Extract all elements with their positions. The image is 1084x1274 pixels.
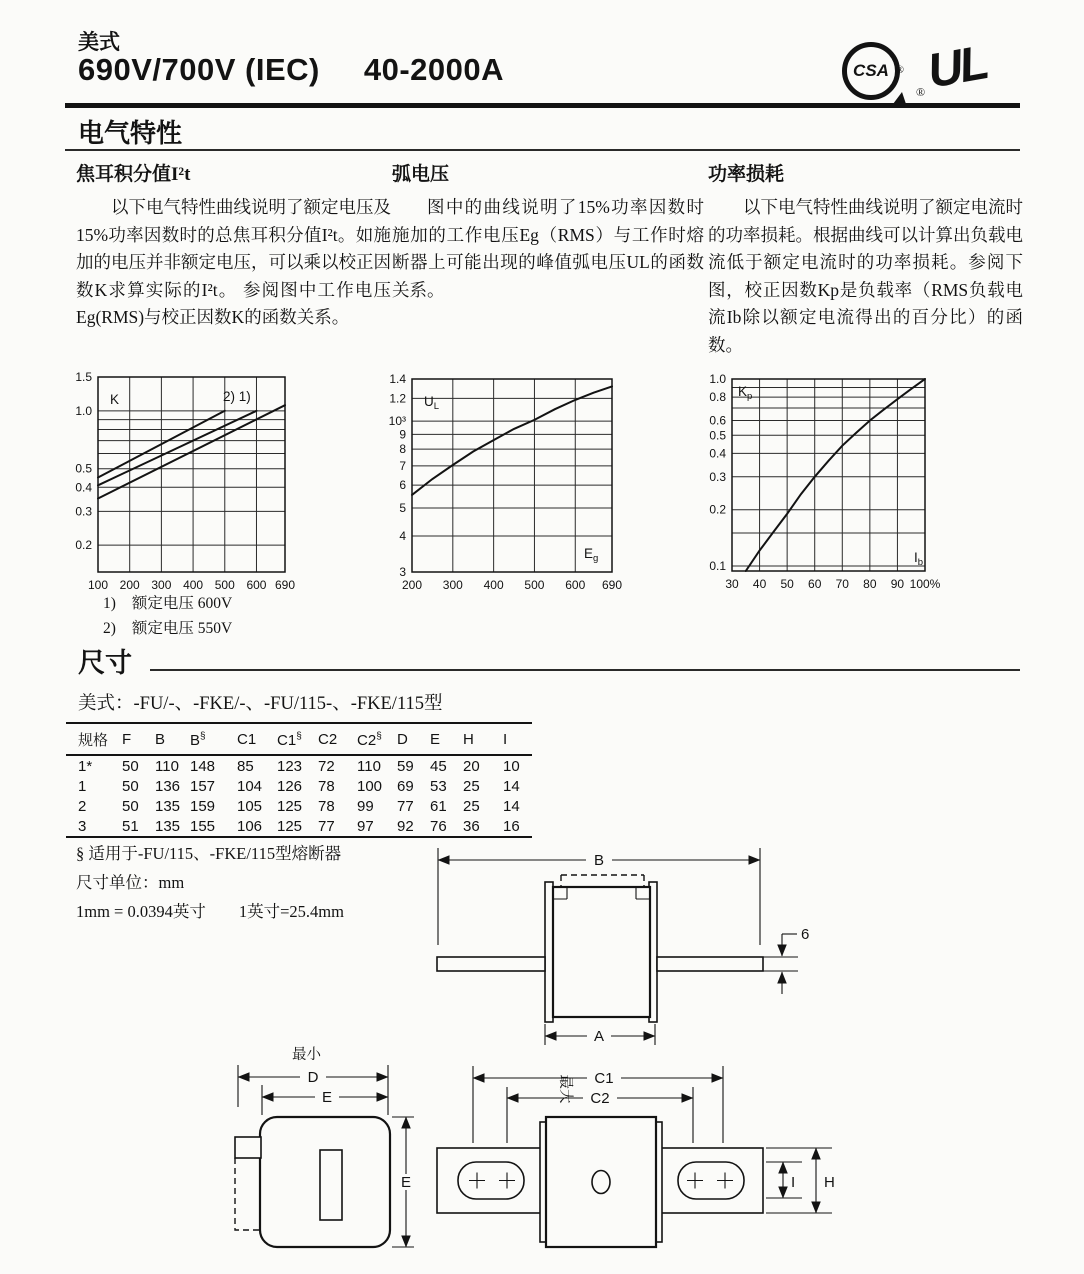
svg-text:200: 200: [119, 578, 140, 592]
footnote-1: 1) 额定电压 600V: [103, 595, 233, 612]
table-header-cell: E: [430, 723, 463, 755]
column-title: 焦耳积分值I²t: [76, 164, 191, 185]
svg-text:1.4: 1.4: [389, 372, 406, 386]
table-cell: 110: [155, 757, 179, 775]
svg-text:K: K: [110, 392, 120, 407]
svg-text:10³: 10³: [388, 414, 406, 429]
note-units: 尺寸单位：mm: [76, 873, 185, 892]
svg-text:5: 5: [399, 500, 406, 515]
table-row: [66, 776, 532, 796]
svg-text:Eg: $E_g$: [584, 546, 599, 564]
table-row: [66, 796, 532, 816]
dim-label-a: A: [593, 1028, 605, 1045]
column-title: 功率损耗: [708, 164, 785, 185]
svg-text:0.4: 0.4: [709, 446, 726, 461]
region-label: 美式: [78, 30, 120, 54]
table-cell: 92: [397, 817, 414, 835]
svg-text:50: 50: [780, 577, 794, 591]
dimension-table: [66, 722, 532, 838]
dim-label-e-side: E: [400, 1174, 412, 1191]
table-cell: 36: [463, 817, 480, 835]
column-body: 图中的曲线说明了15%功率因数时施加的工作电压Eg（RMS）与工作时熔断器上可能出现的峰值弧电压UL的函数关系。: [392, 197, 704, 300]
svg-text:80: 80: [863, 577, 877, 591]
svg-text:30: 30: [725, 577, 739, 591]
svg-text:Ib: $I_b$: [914, 550, 924, 568]
max-label: 最大: [557, 1074, 573, 1104]
dim-label-d: D: [307, 1069, 319, 1086]
svg-text:70: 70: [835, 577, 849, 591]
page-title: [78, 52, 504, 88]
column-body: 以下电气特性曲线说明了额定电流时的功率损耗。根据曲线可以计算出负载电流低于额定电流时的功率损耗。参阅下图，校正因数Kp是负载率（RMS负载电流Ib除以额定电流得出的百分比）的函数。: [708, 197, 1023, 355]
table-cell: 50: [122, 797, 139, 815]
table-cell: 76: [430, 817, 447, 835]
table-cell: 16: [503, 817, 520, 835]
svg-text:200: 200: [401, 578, 423, 592]
dim-label-6: 6: [801, 926, 810, 943]
table-header-cell: 规格: [66, 723, 122, 755]
svg-text:1.2: 1.2: [389, 391, 406, 406]
svg-text:500: 500: [214, 578, 235, 592]
dim-label-e-top: E: [321, 1089, 333, 1106]
table-header-cell: B: [155, 723, 190, 755]
table-cell: 45: [430, 757, 447, 775]
chart-footnotes: [103, 591, 232, 641]
table-cell: 20: [463, 757, 480, 775]
svg-text:400: 400: [483, 578, 504, 592]
svg-text:0.4: 0.4: [75, 480, 92, 495]
table-header-cell: C2: [318, 723, 357, 755]
drawing-end-view: [235, 1046, 415, 1247]
table-cell: 85: [237, 757, 254, 775]
table-row: [66, 755, 532, 776]
svg-text:0.3: 0.3: [75, 504, 92, 519]
table-cell: 155: [190, 817, 216, 835]
dimensions-rule: [150, 669, 1020, 671]
table-cell: 77: [397, 797, 414, 815]
table-header-cell: B§: [190, 723, 237, 755]
table-cell: 50: [122, 777, 139, 795]
table-cell: 110: [357, 757, 381, 775]
chart-correction-factor-k: [58, 366, 316, 598]
svg-text:9: 9: [399, 427, 406, 442]
note-conversion: 1mm = 0.0394英寸 1英寸=25.4mm: [76, 902, 344, 921]
table-header-cell: C1: [237, 723, 277, 755]
csa-text: CSA: [853, 61, 889, 80]
svg-text:0.1: 0.1: [709, 558, 726, 573]
section-heading-electrical: 电气特性: [78, 119, 183, 148]
title-amps: 40-2000A: [363, 52, 505, 87]
table-cell: 104: [237, 777, 263, 795]
svg-text:1.0: 1.0: [75, 403, 92, 418]
table-cell: 77: [318, 817, 335, 835]
svg-text:90: 90: [890, 577, 905, 591]
table-body: [66, 755, 532, 837]
csa-registered-mark: ®: [895, 64, 904, 76]
svg-text:1.5: 1.5: [75, 370, 92, 384]
svg-text:3: 3: [399, 565, 406, 579]
table-cell: 135: [155, 797, 181, 815]
note-applicability: § 适用于-FU/115、-FKE/115型熔断器: [76, 844, 342, 863]
table-cell: 123: [277, 757, 303, 775]
table-cell: 61: [430, 797, 447, 815]
table-header-cell: F: [122, 723, 155, 755]
table-cell: 2: [78, 797, 87, 815]
table-cell: 125: [277, 797, 303, 815]
svg-text:300: 300: [442, 578, 463, 592]
table-cell: 136: [155, 777, 181, 795]
svg-text:0.2: 0.2: [75, 538, 92, 553]
svg-text:40: 40: [752, 577, 767, 591]
dim-label-b: B: [593, 852, 605, 869]
table-cell: 53: [430, 777, 447, 795]
table-cell: 51: [122, 817, 139, 835]
column-arc-voltage: [392, 159, 704, 304]
table-cell: 100: [357, 777, 383, 795]
dim-label-h: H: [824, 1174, 835, 1191]
dimension-drawings: [220, 835, 880, 1274]
ul-logo-icon: [916, 36, 996, 104]
table-header-row: [66, 723, 532, 755]
table-cell: 106: [237, 817, 263, 835]
title-voltage: 690V/700V (IEC): [78, 52, 320, 87]
table-cell: 14: [503, 797, 520, 815]
table-cell: 59: [397, 757, 414, 775]
section-heading-dimensions: 尺寸: [78, 648, 132, 678]
footnote-2: 2) 额定电压 550V: [103, 620, 233, 637]
column-i2t: [76, 159, 391, 332]
table-cell: 157: [190, 777, 216, 795]
svg-text:0.8: 0.8: [709, 390, 726, 405]
column-body: 以下电气特性曲线说明了额定电压及15%功率因数时的总焦耳积分值I²t。如施加的电压并非额定电压，可以乘以校正因数K求算实际的I²t。 参阅图中工作电压Eg(RMS)与校正因数K的函数关系。: [76, 197, 391, 327]
svg-text:0.3: 0.3: [709, 469, 726, 484]
column-power-loss: [708, 159, 1023, 359]
drawing-front-view: [437, 1066, 835, 1247]
table-cell: 25: [463, 777, 480, 795]
svg-text:0.5: 0.5: [709, 428, 726, 443]
table-cell: 78: [318, 797, 335, 815]
table-cell: 99: [357, 797, 374, 815]
column-title: 弧电压: [392, 164, 450, 185]
electrical-rule: [65, 149, 1020, 151]
svg-text:4: 4: [399, 528, 406, 543]
svg-text:0.5: 0.5: [75, 461, 92, 476]
table-cell: 10: [503, 757, 520, 775]
svg-text:690: 690: [274, 578, 296, 592]
svg-text:600: 600: [565, 578, 586, 592]
table-header-cell: D: [397, 723, 430, 755]
svg-text:60: 60: [808, 577, 822, 591]
ul-registered-mark: ®: [916, 85, 926, 99]
table-cell: 25: [463, 797, 480, 815]
min-label: 最小: [292, 1047, 321, 1063]
svg-text:7: 7: [399, 458, 406, 473]
chart-power-loss-kp: [692, 366, 940, 598]
dimensions-subtitle: 美式：-FU/-、-FKE/-、-FU/115-、-FKE/115型: [78, 694, 443, 714]
dim-label-i: I: [791, 1174, 796, 1191]
svg-text:0.2: 0.2: [709, 502, 726, 517]
table-cell: 125: [277, 817, 303, 835]
table-cell: 1: [78, 777, 87, 795]
table-cell: 14: [503, 777, 520, 795]
header-rule: [65, 103, 1020, 108]
svg-text:300: 300: [151, 578, 172, 592]
svg-text:Kp: $K_p$: [738, 384, 753, 402]
table-cell: 126: [277, 777, 303, 795]
svg-text:500: 500: [524, 578, 545, 592]
table-cell: 105: [237, 797, 263, 815]
svg-text:690: 690: [601, 578, 623, 592]
table-cell: 1*: [78, 757, 93, 775]
csa-logo-icon: [842, 42, 904, 100]
drawing-side-view: [437, 848, 809, 1045]
table-header-cell: H: [463, 723, 503, 755]
ul-text: UL: [923, 36, 991, 99]
table-cell: 72: [318, 757, 335, 775]
dim-label-c1: C1: [594, 1070, 614, 1087]
svg-text:400: 400: [183, 578, 204, 592]
table-row: [66, 816, 532, 837]
table-cell: 3: [78, 817, 87, 835]
table-cell: 148: [190, 757, 216, 775]
svg-text:6: 6: [399, 478, 406, 493]
table-cell: 97: [357, 817, 374, 835]
table-cell: 78: [318, 777, 335, 795]
svg-text:UL: $U_L$: [424, 394, 440, 412]
table-cell: 69: [397, 777, 414, 795]
svg-text:0.6: 0.6: [709, 413, 726, 428]
svg-text:100%: 100%: [909, 577, 941, 591]
table-header-cell: C1§: [277, 723, 318, 755]
svg-text:8: 8: [399, 442, 406, 457]
svg-text:600: 600: [246, 578, 267, 592]
table-cell: 50: [122, 757, 139, 775]
svg-text:2) 1): 2) 1): [223, 389, 251, 404]
svg-text:1.0: 1.0: [709, 372, 726, 386]
table-cell: 159: [190, 797, 216, 815]
table-header-cell: C2§: [357, 723, 397, 755]
chart-arc-voltage: [372, 366, 622, 598]
svg-text:100: 100: [87, 578, 109, 592]
dim-label-c2: C2: [590, 1090, 610, 1107]
table-cell: 135: [155, 817, 181, 835]
table-header-cell: I: [503, 723, 532, 755]
